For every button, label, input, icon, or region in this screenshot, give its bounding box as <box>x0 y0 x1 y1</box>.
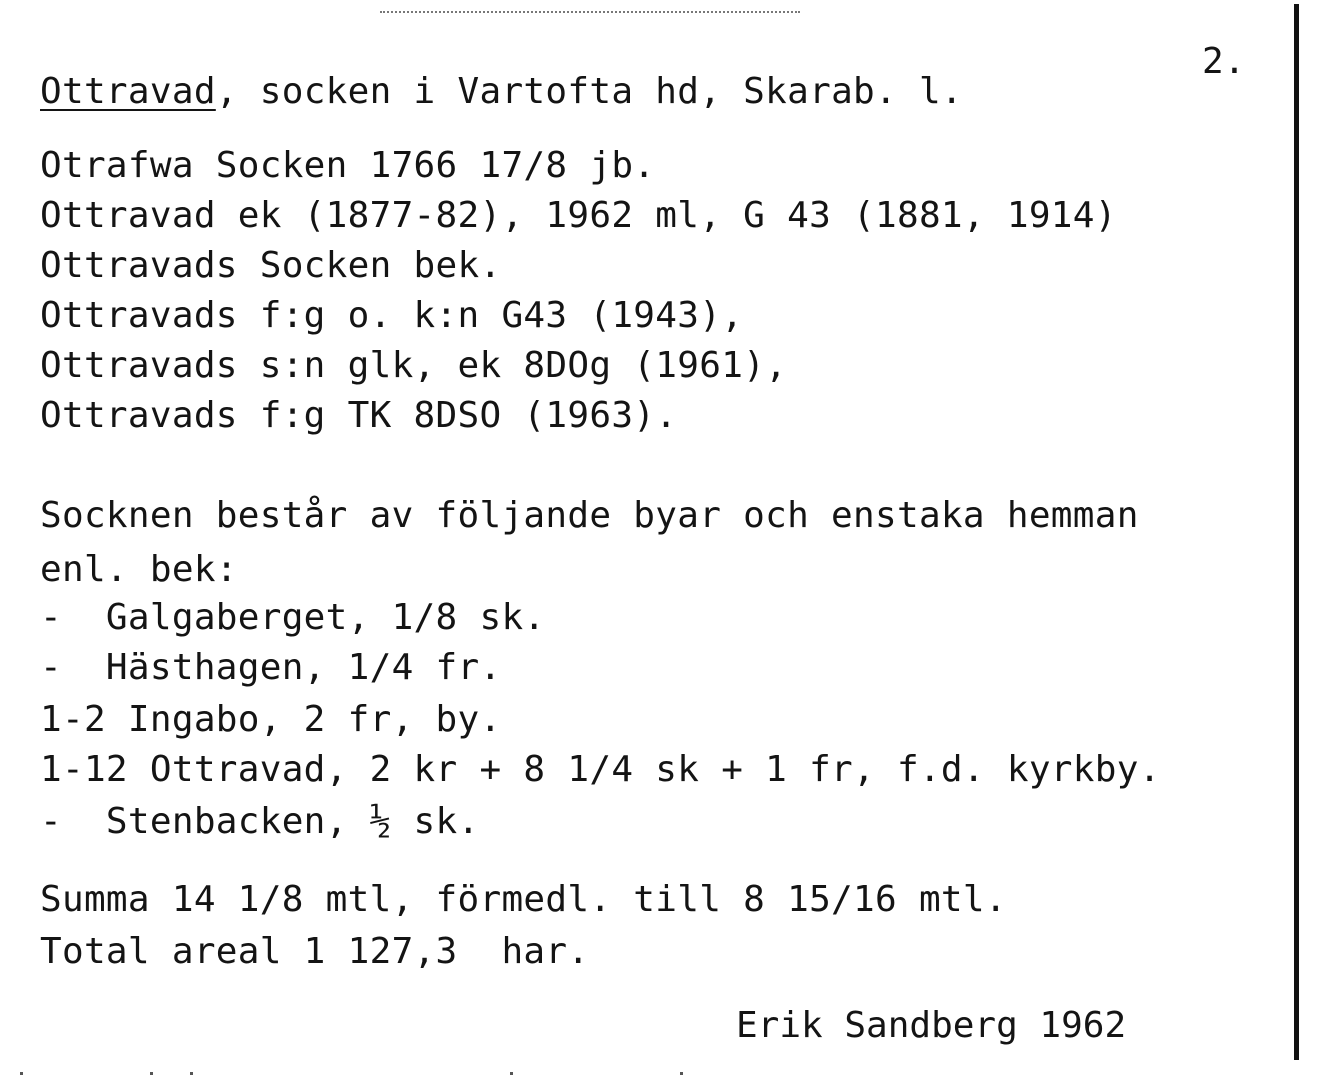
village-line: 1-2 Ingabo, 2 fr, by. <box>40 699 502 740</box>
village-line: - Hästhagen, 1/4 fr. <box>40 647 502 688</box>
scan-specks <box>0 1072 1318 1078</box>
source-line: Ottravad ek (1877-82), 1962 ml, G 43 (1881, 1914) <box>40 195 1117 236</box>
source-line: Ottravads f:g TK 8DSO (1963). <box>40 395 678 436</box>
signature: Erik Sandberg 1962 <box>736 1005 1127 1046</box>
source-line: Ottravads Socken bek. <box>40 245 502 286</box>
village-line: - Galgaberget, 1/8 sk. <box>40 597 546 638</box>
intro-line: enl. bek: <box>40 549 238 590</box>
page-number: 2. <box>1202 41 1246 82</box>
totals-line: Total areal 1 127,3 har. <box>40 931 590 972</box>
village-line: - Stenbacken, ½ sk. <box>40 801 480 842</box>
place-name: Ottravad <box>40 71 216 112</box>
scan-dotted-line <box>380 11 800 13</box>
totals-line: Summa 14 1/8 mtl, förmedl. till 8 15/16 mtl. <box>40 879 1007 920</box>
source-line: Ottravads s:n glk, ek 8DOg (1961), <box>40 345 788 386</box>
card-right-edge <box>1294 4 1299 1060</box>
intro-line: Socknen består av följande byar och enstaka hemman <box>40 495 1139 536</box>
source-line: Otrafwa Socken 1766 17/8 jb. <box>40 145 656 186</box>
heading-line <box>40 72 963 112</box>
source-line: Ottravads f:g o. k:n G43 (1943), <box>40 295 744 336</box>
heading-rest: , socken i Vartofta hd, Skarab. l. <box>215 71 963 112</box>
village-line: 1-12 Ottravad, 2 kr + 8 1/4 sk + 1 fr, f.d. kyrkby. <box>40 749 1161 790</box>
